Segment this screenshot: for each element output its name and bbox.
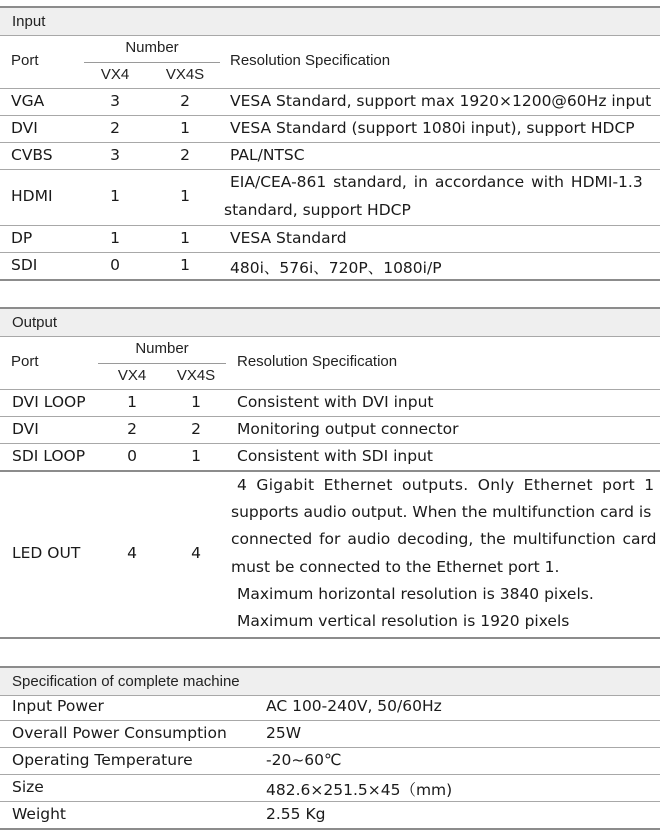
resolution-spec: VESA Standard bbox=[230, 229, 347, 247]
vx4-header: VX4 bbox=[117, 367, 147, 384]
vx4s-count: 4 bbox=[191, 544, 201, 562]
spec-label: Operating Temperature bbox=[12, 751, 193, 769]
vx4-count: 1 bbox=[127, 393, 137, 411]
input-section-header bbox=[0, 6, 660, 36]
resolution-spec: VESA Standard (support 1080i input), support HDCP bbox=[230, 119, 635, 137]
port-name: SDI LOOP bbox=[12, 447, 86, 465]
table-row bbox=[0, 444, 660, 472]
port-name: DVI LOOP bbox=[12, 393, 86, 411]
resolution-spec: Consistent with SDI input bbox=[237, 447, 433, 465]
port-name: SDI bbox=[11, 256, 38, 274]
port-name: DVI bbox=[12, 420, 39, 438]
port-name: DVI bbox=[11, 119, 38, 137]
table-row bbox=[0, 417, 660, 444]
table-row bbox=[0, 721, 660, 748]
resolution-spec: PAL/NTSC bbox=[230, 146, 305, 164]
resolution-header: Resolution Specification bbox=[230, 52, 391, 69]
spec-value: -20~60℃ bbox=[266, 751, 342, 769]
led-spec-line-6: Maximum vertical resolution is 1920 pixels bbox=[237, 612, 570, 630]
table-row bbox=[0, 775, 660, 802]
vx4-count: 3 bbox=[110, 146, 120, 164]
vx4s-count: 1 bbox=[180, 229, 190, 247]
vx4s-count: 2 bbox=[180, 92, 190, 110]
vx4-count: 2 bbox=[127, 420, 137, 438]
number-header: Number bbox=[125, 39, 179, 56]
vx4s-count: 2 bbox=[191, 420, 201, 438]
vx4s-count: 1 bbox=[180, 119, 190, 137]
spec-label: Input Power bbox=[12, 697, 104, 715]
spec-value: AC 100-240V, 50/60Hz bbox=[266, 697, 442, 715]
vx4s-count: 1 bbox=[191, 447, 201, 465]
spec-label: Weight bbox=[12, 805, 67, 823]
vx4s-header: VX4S bbox=[176, 367, 216, 384]
vx4-header: VX4 bbox=[100, 66, 130, 83]
spec-value: 25W bbox=[266, 724, 302, 742]
vx4s-count: 1 bbox=[191, 393, 201, 411]
port-name: LED OUT bbox=[12, 544, 81, 562]
led-spec-line-3: connected for audio decoding, the multifunction card bbox=[231, 530, 657, 548]
spec-label: Size bbox=[12, 778, 44, 796]
table-row bbox=[0, 253, 660, 281]
table-row bbox=[0, 89, 660, 116]
vx4-count: 1 bbox=[110, 229, 120, 247]
vx4s-count: 1 bbox=[180, 187, 190, 205]
table-row bbox=[0, 694, 660, 721]
resolution-spec-line-1: EIA/CEA-861 standard, in accordance with HDMI-1.3 bbox=[230, 173, 643, 191]
resolution-spec-line-2: standard, support HDCP bbox=[224, 201, 411, 219]
table-row bbox=[0, 143, 660, 170]
vx4-count: 0 bbox=[127, 447, 137, 465]
table-row bbox=[0, 390, 660, 417]
table-row bbox=[0, 226, 660, 253]
table-row bbox=[0, 748, 660, 775]
table-row-led-out bbox=[0, 472, 660, 639]
spec-value: 2.55 Kg bbox=[266, 805, 326, 823]
resolution-spec: VESA Standard, support max 1920×1200@60Hz input bbox=[230, 92, 652, 110]
led-spec-line-4: must be connected to the Ethernet port 1. bbox=[231, 558, 560, 576]
vx4s-count: 2 bbox=[180, 146, 190, 164]
number-header-divider bbox=[98, 363, 226, 364]
led-spec-line-2: supports audio output. When the multifunction card is bbox=[231, 503, 652, 521]
vx4-count: 1 bbox=[110, 187, 120, 205]
vx4-count: 0 bbox=[110, 256, 120, 274]
output-section-header bbox=[0, 307, 660, 337]
vx4s-header: VX4S bbox=[165, 66, 205, 83]
machine-section-title: Specification of complete machine bbox=[12, 673, 240, 690]
number-header: Number bbox=[135, 340, 189, 357]
led-spec-line-1: 4 Gigabit Ethernet outputs. Only Ethernet port 1 bbox=[237, 476, 655, 494]
resolution-spec: Consistent with DVI input bbox=[237, 393, 434, 411]
resolution-header: Resolution Specification bbox=[237, 353, 398, 370]
number-header-divider bbox=[84, 62, 220, 63]
port-header: Port bbox=[11, 353, 39, 370]
table-row bbox=[0, 116, 660, 143]
output-column-header bbox=[0, 337, 660, 390]
output-section-title: Output bbox=[12, 314, 58, 331]
port-header: Port bbox=[11, 52, 39, 69]
port-name: CVBS bbox=[11, 146, 53, 164]
spec-value: 482.6×251.5×45（mm) bbox=[266, 781, 453, 799]
vx4-count: 2 bbox=[110, 119, 120, 137]
port-name: DP bbox=[11, 229, 33, 247]
resolution-spec: Monitoring output connector bbox=[237, 420, 459, 438]
input-section-title: Input bbox=[12, 13, 46, 30]
vx4s-count: 1 bbox=[180, 256, 190, 274]
port-name: VGA bbox=[11, 92, 45, 110]
resolution-spec: 480i、576i、720P、1080i/P bbox=[230, 259, 442, 277]
led-spec-line-5: Maximum horizontal resolution is 3840 pixels. bbox=[237, 585, 594, 603]
vx4-count: 4 bbox=[127, 544, 137, 562]
input-column-header bbox=[0, 36, 660, 89]
port-name: HDMI bbox=[11, 187, 53, 205]
vx4-count: 3 bbox=[110, 92, 120, 110]
table-row bbox=[0, 170, 660, 226]
machine-section-header bbox=[0, 666, 660, 696]
spec-label: Overall Power Consumption bbox=[12, 724, 227, 742]
table-row bbox=[0, 802, 660, 830]
